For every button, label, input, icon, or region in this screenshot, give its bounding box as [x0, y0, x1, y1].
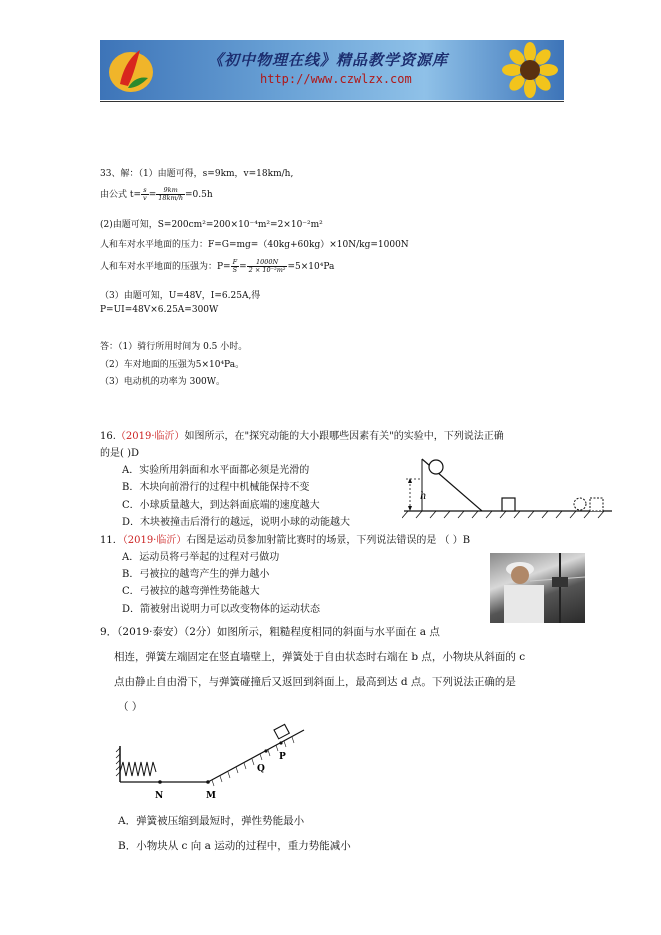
q33-l2-prefix: 由公式 t= [100, 190, 142, 200]
q33-answer3: （3）电动机的功率为 300W。 [100, 377, 226, 387]
q33-answer1: 答：（1）骑行所用时间为 0.5 小时。 [100, 342, 248, 352]
q11-option-d: D．箭被射出说明力可以改变物体的运动状态 [122, 604, 321, 615]
q9-spring-figure [114, 716, 314, 808]
frac-den: v [143, 194, 147, 202]
q33-line4: 人和车对水平地面的压力：F=G=mg=（40kg+60kg）×10N/kg=1000N [100, 240, 409, 250]
frac-num: 1000N [247, 259, 288, 267]
frac-den: 2 × 10⁻²m² [248, 266, 286, 274]
q33-line5 [100, 259, 334, 274]
frac-den: S [232, 266, 238, 274]
q16-fig-h-label: h [420, 491, 427, 502]
archer-photo [490, 553, 585, 623]
q16-number: 16. [100, 431, 116, 442]
header-banner [100, 40, 564, 100]
fig-label-p: P [279, 752, 286, 762]
q16-source: （2019·临沂） [115, 431, 185, 442]
q16-stem-text: 如图所示，在"探究动能的大小跟哪些因素有关"的实验中，下列说法正确 [184, 431, 504, 442]
q11-option-a: A．运动员将弓举起的过程对弓做功 [122, 552, 280, 563]
header-rule [100, 101, 564, 102]
fraction [156, 187, 185, 202]
q11-option-c: C．弓被拉的越弯弹性势能越大 [122, 586, 260, 597]
q33-answer2: （2）车对地面的压强为5×10⁴Pa。 [100, 360, 245, 370]
q16-incline-figure [402, 455, 614, 525]
q9-line2: 相连，弹簧左端固定在竖直墙壁上，弹簧处于自由状态时右端在 b 点，小物块从斜面的 c [114, 651, 526, 663]
q33-line6: （3）由题可知，U=48V，I=6.25A,得 [100, 291, 261, 301]
sunflower-icon [500, 42, 560, 98]
q33-l5-prefix: 人和车对水平地面的压强为：P= [100, 262, 231, 272]
q9-line1: 9．（2019·泰安）（2分）如图所示，粗糙程度相同的斜面与水平面在 a 点 [100, 626, 440, 638]
archer-icon [490, 553, 585, 623]
frac-num: F [232, 258, 238, 266]
q16-option-b: B．木块向前滑行的过程中机械能保持不变 [122, 482, 310, 493]
q9-line3: 点由静止自由滑下，与弹簧碰撞后又返回到斜面上，最高到达 d 点。下列说法正确的是 [114, 676, 516, 688]
q16-stem [100, 427, 504, 442]
q11-option-b: B．弓被拉的越弯产生的弹力越小 [122, 569, 270, 580]
frac-den: 18km/h [158, 194, 184, 202]
q11-stem-text: 右图是运动员参加射箭比赛时的场景，下列说法错误的是 （ ）B [186, 535, 471, 546]
banner-title: 《初中物理在线》精品教学资源库 [208, 51, 449, 69]
q33-line3: (2)由题可知，S=200cm²=200×10⁻⁴m²=2×10⁻²m² [100, 220, 323, 230]
banner-url: http://www.czwlzx.com [260, 72, 412, 86]
frac-num: s [141, 187, 149, 195]
logo-icon [106, 44, 156, 96]
q9-line4: （ ） [118, 701, 143, 713]
q9-option-a: A．弹簧被压缩到最短时，弹性势能最小 [118, 815, 305, 827]
fraction [231, 259, 240, 274]
fig-label-n: N [155, 791, 164, 801]
fraction [141, 187, 149, 202]
fraction [247, 259, 288, 274]
q11-source: （2019·临沂） [122, 535, 187, 546]
eq: = [148, 190, 157, 200]
fig-label-m: M [206, 791, 216, 801]
q16-option-d: D．木块被撞击后滑行的越远，说明小球的动能越大 [122, 517, 351, 528]
q11-number: 11． [100, 535, 123, 546]
q33-l5-suffix: =5×10⁴Pa [287, 262, 335, 272]
q33-line7: P=UI=48V×6.25A=300W [100, 305, 219, 315]
q33-line2 [100, 187, 213, 202]
q9-option-b: B．小物块从 c 向 a 运动的过程中，重力势能减小 [118, 840, 351, 852]
eq: = [239, 262, 247, 272]
fig-label-q: Q [257, 764, 265, 774]
q11-stem [100, 531, 470, 546]
q16-option-c: C．小球质量越大，到达斜面底端的速度越大 [122, 500, 320, 511]
q33-l2-suffix: =0.5h [185, 190, 213, 200]
q16-stem2: 的是( )D [100, 448, 139, 459]
frac-num: 9km [156, 187, 185, 195]
q16-option-a: A．实验所用斜面和水平面都必须是光滑的 [122, 465, 310, 476]
q33-line1: 33、解：（1）由题可得，s=9km，v=18km/h, [100, 169, 294, 179]
